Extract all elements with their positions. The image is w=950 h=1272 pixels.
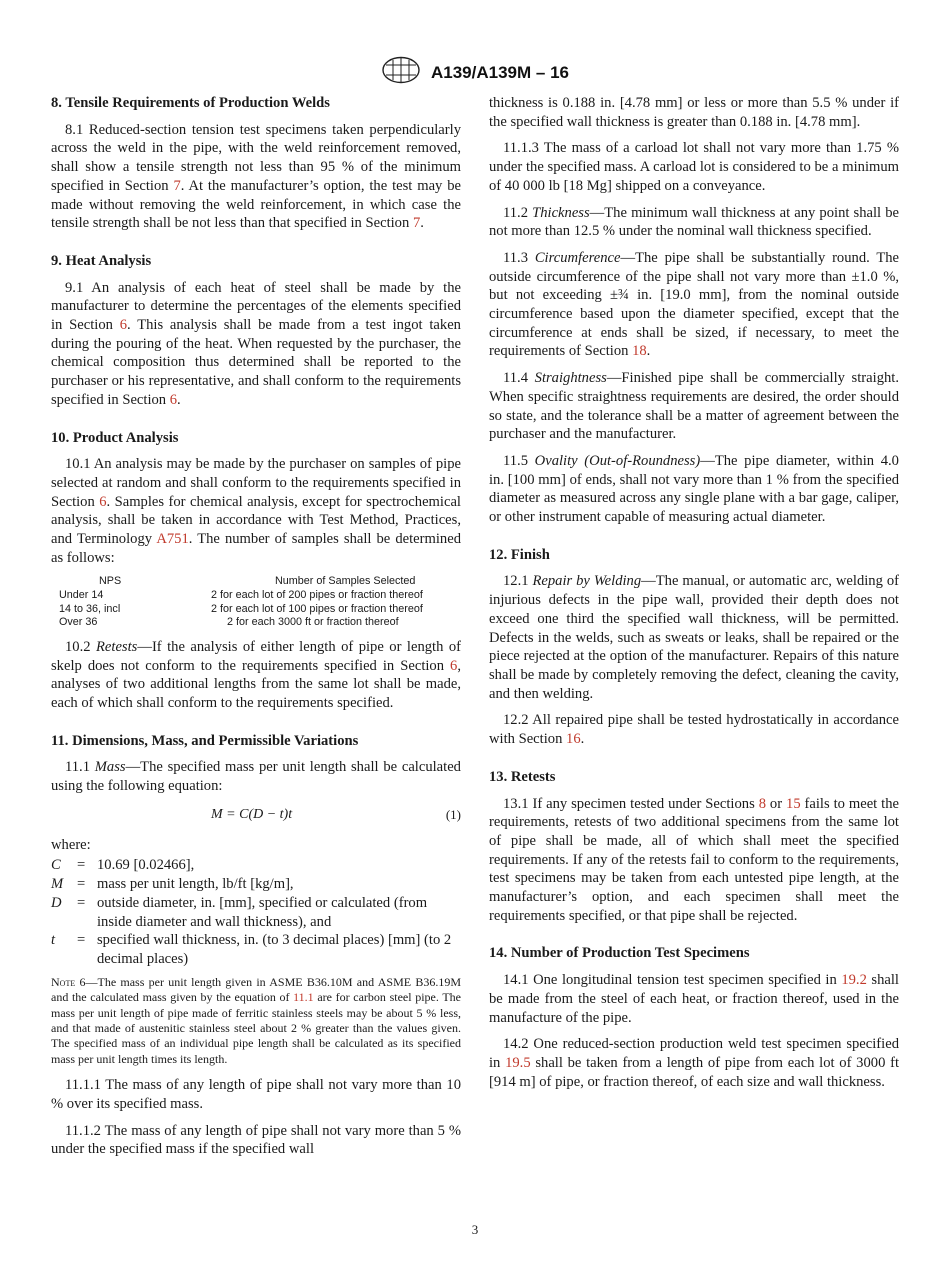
table-cell-nps: Under 14	[59, 589, 104, 602]
section-8-heading: 8. Tensile Requirements of Production Welds	[51, 95, 330, 111]
table-cell-samples: 2 for each lot of 100 pipes or fraction thereof	[211, 602, 423, 615]
section-ref-link[interactable]: 15	[786, 795, 801, 812]
section-ref-link[interactable]: 16	[566, 731, 581, 748]
table-header-samples: Number of Samples Selected	[275, 575, 416, 588]
section-ref-link[interactable]: 6	[119, 317, 128, 334]
table-header-nps: NPS	[99, 575, 122, 588]
table-cell-samples: 2 for each lot of 200 pipes or fraction thereof	[211, 589, 423, 602]
left-column	[51, 94, 461, 1167]
equation-number: (1)	[445, 806, 461, 822]
right-column	[489, 94, 899, 1099]
section-ref-link[interactable]: 8	[758, 795, 766, 812]
paragraph-11-1-2-continued: thickness is 0.188 in. [4.78 mm] or less or more than 5.5 % under if the specified wall thickness is greater than 0.188 in. [4.78 mm].	[489, 95, 899, 130]
paragraph-12-2: 12.2 All repaired pipe shall be tested hydrostatically in accordance with Section 16.	[489, 712, 899, 748]
sample-count-table	[51, 575, 461, 629]
definition-row: D = outside diameter, in. [mm], specified or calculated (from inside diameter and wall thickness), and	[51, 894, 428, 930]
section-ref-link[interactable]: 6	[169, 391, 178, 408]
standard-ref-link[interactable]: A751	[156, 531, 189, 548]
table-header-row	[51, 575, 461, 589]
section-ref-link[interactable]: 7	[173, 177, 181, 194]
paragraph-8-1: 8.1 Reduced-section tension test specimens taken perpendicularly across the weld in the pipe, with the weld reinforcement removed, shall show a tensile strength not less than 95 % of the minimum specified in Section 7. At the manufacturer’s option, the test may be made without removing the weld reinforcement, in which case the tensile strength shall be not less than that specified in Section 7.	[51, 121, 461, 232]
section-ref-link[interactable]: 19.2	[841, 972, 867, 989]
astm-logo-icon	[381, 56, 421, 89]
definition-row: C = 10.69 [0.02466],	[51, 857, 195, 874]
section-ref-link[interactable]: 19.5	[505, 1054, 531, 1071]
variable-definitions	[51, 856, 461, 968]
paragraph-10-1: 10.1 An analysis may be made by the purchaser on samples of pipe selected at random and shall conform to the requirements specified in Section 6. Samples for chemical analysis, except for spectrochemical analysis, shall be taken in accordance with Test Method, Practices, and Terminology A751. The number of samples shall be determined as follows:	[51, 456, 461, 566]
page-header	[0, 56, 950, 89]
table-row	[51, 616, 461, 630]
table-row	[51, 589, 461, 603]
paragraph-10-2: 10.2 Retests—If the analysis of either length of pipe or length of skelp does not conform to the requirements specified in Section 6, analyses of two additional lengths from the same lot shall be made, each of which shall conform to the requirements specified.	[51, 638, 461, 711]
paragraph-14-2: 14.2 One reduced-section production weld test specimen specified in 19.5 shall be taken from a length of pipe from each lot of 3000 ft [914 m] of pipe, or fraction thereof, of each size and wall thickness.	[489, 1036, 900, 1090]
section-ref-link[interactable]: 11.1	[293, 990, 314, 1005]
paragraph-14-1: 14.1 One longitudinal tension test specimen specified in 19.2 shall be made from the steel of each heat, or fraction thereof, used in the manufacture of the pipe.	[489, 972, 899, 1026]
definition-row: M = mass per unit length, lb/ft [kg/m],	[51, 876, 294, 893]
page-number: 3	[471, 1222, 479, 1237]
paragraph-13-1: 13.1 If any specimen tested under Sections 8 or 15 fails to meet the requirements, retests of two additional specimens from the same lot of pipe shall be made, all of which shall meet the specified requirements. If any of the retests fail to conform to the requirements, test specimens may be taken from each untested pipe length, at the manufacturer’s option, and each specimen shall meet the requirements specified, or that pipe shall be rejected.	[489, 795, 900, 924]
definition-row: t = specified wall thickness, in. (to 3 decimal places) [mm] (to 2 decimal places)	[51, 932, 452, 967]
paragraph-11-3: 11.3 Circumference—The pipe shall be substantially round. The outside circumference of the pipe shall not vary more than ±1.0 %, but not exceeding ±¾ in. [19.0 mm], from the nominal outside circumference based upon the diameter specified, except that the circumference at ends shall be sized, if necessary, to meet the requirements of Section 18.	[489, 249, 900, 360]
table-row	[51, 603, 461, 617]
section-14-heading: 14. Number of Production Test Specimens	[489, 945, 750, 962]
section-ref-link[interactable]: 6	[99, 493, 107, 510]
section-9-heading: 9. Heat Analysis	[51, 252, 152, 269]
section-ref-link[interactable]: 7	[412, 215, 421, 232]
section-10-heading: 10. Product Analysis	[51, 429, 179, 446]
paragraph-11-2: 11.2 Thickness—The minimum wall thickness at any point shall be not more than 12.5 % under the nominal wall thickness specified.	[489, 204, 899, 240]
paragraph-11-4: 11.4 Straightness—Finished pipe shall be commercially straight. When specific straightness requirements are desired, the order should so state, and the tolerance shall be a matter of agreement between the purchaser and the manufacturer.	[489, 370, 899, 443]
section-ref-link[interactable]: 18	[632, 343, 647, 360]
note-6: Note 6—The mass per unit length given in ASME B36.10M and ASME B36.19M and the calculated mass given by the equation of 11.1 are for carbon steel pipe. The mass per unit length of pipe made of ferritic stainless steels may be about 5 % less, and that made of austenitic stainless steel about 2 % greater than the values given. The specified mass of an individual pipe length shall be calculated as its specified mass per unit length times its length.	[51, 974, 461, 1066]
paragraph-11-1-3: 11.1.3 The mass of a carload lot shall not vary more than 1.75 % under the specified mass. A carload lot is considered to be a minimum of 40 000 lb [18 Mg] shipped on a conveyance.	[489, 140, 899, 194]
section-13-heading: 13. Retests	[489, 768, 556, 785]
paragraph-9-1: 9.1 An analysis of each heat of steel shall be made by the manufacturer to determine the percentages of the elements specified in Section 6. This analysis shall be made from a test ingot taken during the pouring of the heat. When requested by the purchaser, the chemical composition thus determined shall be reported to the purchaser or his representative, and shall conform to the requirements specified in Section 6.	[51, 279, 461, 408]
standard-designation: A139/A139M – 16	[431, 62, 569, 82]
paragraph-12-1: 12.1 Repair by Welding—The manual, or automatic arc, welding of injurious defects in the pipe wall, provided their depth does not exceed one third the specified wall thickness, will be permitted. Defects in the welds, such as sweats or leaks, shall be repaired or the piece rejected at the option of the manufacturer. Repairs of this nature shall be made by completely removing the defect, cleaning the cavity, and then welding.	[489, 573, 899, 702]
paragraph-11-1-2: 11.1.2 The mass of any length of pipe shall not vary more than 5 % under the specified mass if the specified wall	[51, 1122, 461, 1158]
equation-text: M = C(D − t)t	[211, 806, 293, 822]
table-cell-samples: 2 for each 3000 ft or fraction thereof	[227, 616, 399, 629]
paragraph-11-5: 11.5 Ovality (Out-of-Roundness)—The pipe diameter, within 4.0 in. [100 mm] of ends, shall not vary more than 1 % from the specified diameter as measured across any single plane with a bar gage, caliper, or other instrument capable of measuring actual diameter.	[489, 452, 899, 526]
paragraph-11-1: 11.1 Mass—The specified mass per unit length shall be calculated using the following equation:	[51, 759, 461, 795]
section-12-heading: 12. Finish	[489, 546, 550, 563]
section-ref-link[interactable]: 6	[450, 657, 458, 674]
paragraph-11-1-1: 11.1.1 The mass of any length of pipe shall not vary more than 10 % over its specified mass.	[51, 1077, 461, 1112]
where-label: where:	[51, 836, 91, 853]
mass-equation	[51, 804, 461, 830]
section-11-heading: 11. Dimensions, Mass, and Permissible Variations	[51, 732, 359, 749]
table-cell-nps: 14 to 36, incl	[59, 602, 121, 615]
table-cell-nps: Over 36	[59, 616, 98, 629]
